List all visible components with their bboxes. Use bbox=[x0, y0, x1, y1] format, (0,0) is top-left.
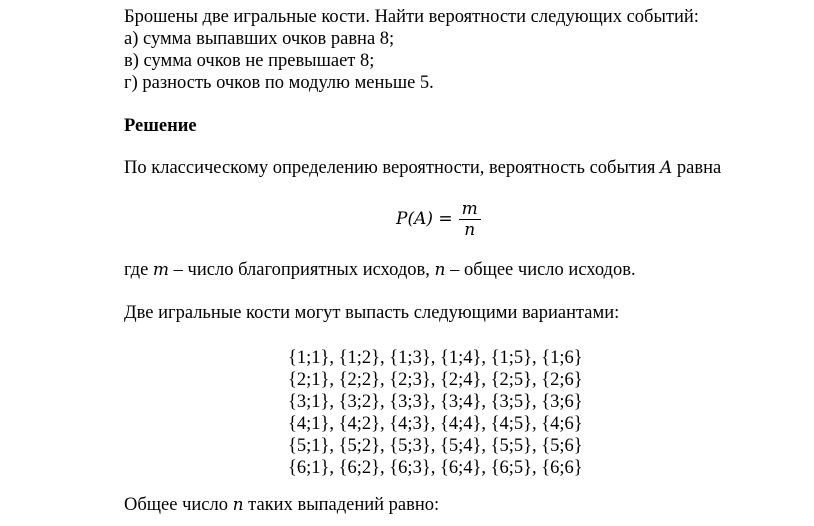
outcome-row: {5;1}, {5;2}, {5;3}, {5;4}, {5;5}, {5;6} bbox=[288, 436, 583, 456]
problem-item-a: а) сумма выпавших очков равна 8; bbox=[124, 29, 395, 49]
problem-item-c: г) разность очков по модулю меньше 5. bbox=[124, 73, 434, 93]
where-n-symbol: n bbox=[434, 260, 446, 280]
formula-fraction bbox=[459, 199, 481, 240]
formula-denominator: n bbox=[464, 219, 476, 240]
formula-numerator: m bbox=[459, 199, 481, 220]
classical-definition-text bbox=[124, 157, 721, 179]
where-n-text: – общее число исходов. bbox=[445, 260, 636, 280]
problem-intro: Брошены две игральные кости. Найти вероятности следующих событий: bbox=[124, 7, 699, 27]
outcomes-table bbox=[288, 347, 583, 479]
outcome-row: {4;1}, {4;2}, {4;3}, {4;4}, {4;5}, {4;6} bbox=[288, 414, 583, 434]
solution-heading: Решение bbox=[124, 116, 197, 136]
probability-formula bbox=[396, 194, 481, 244]
classical-text-end: равна bbox=[672, 158, 722, 178]
variants-text: Две игральные кости могут выпасть следующими вариантами: bbox=[124, 303, 620, 323]
outcome-row: {3;1}, {3;2}, {3;3}, {3;4}, {3;5}, {3;6} bbox=[288, 392, 583, 412]
where-m-symbol: m bbox=[152, 260, 170, 280]
outcome-row: {1;1}, {1;2}, {1;3}, {1;4}, {1;5}, {1;6} bbox=[288, 348, 583, 368]
where-m-text: – число благоприятных исходов, bbox=[169, 260, 435, 280]
outcome-row: {6;1}, {6;2}, {6;3}, {6;4}, {6;5}, {6;6} bbox=[288, 458, 583, 478]
where-prefix: где bbox=[124, 260, 153, 280]
problem-item-b: в) сумма очков не превышает 8; bbox=[124, 51, 375, 71]
where-definition-text bbox=[124, 259, 636, 281]
total-suffix: таких выпадений равно: bbox=[243, 495, 440, 515]
outcome-row: {2;1}, {2;2}, {2;3}, {2;4}, {2;5}, {2;6} bbox=[288, 370, 583, 390]
total-count-text bbox=[124, 494, 439, 516]
formula-lhs: P(A) = bbox=[396, 209, 453, 229]
total-n-symbol: n bbox=[232, 495, 244, 515]
event-symbol: A bbox=[660, 158, 673, 178]
classical-text-start: По классическому определению вероятности, вероятность события bbox=[124, 158, 660, 178]
total-prefix: Общее число bbox=[124, 495, 233, 515]
